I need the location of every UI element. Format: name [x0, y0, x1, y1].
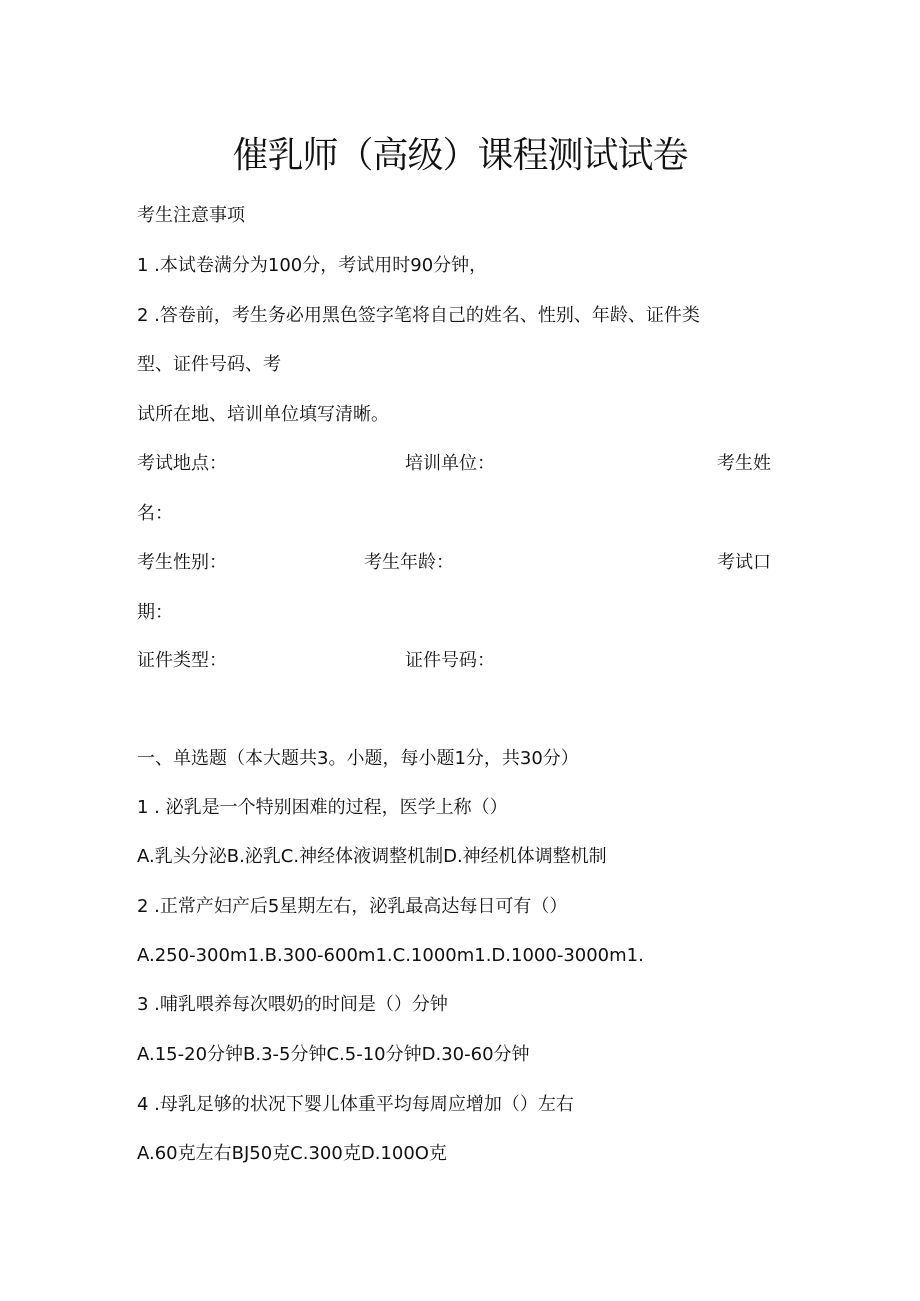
notice-item-2-line-3: 试所在地、培训单位填写清晰。: [137, 404, 389, 425]
notice-heading: 考生注意事项: [137, 205, 245, 226]
student-name-label-part1: 考生姓: [717, 453, 771, 474]
student-name-label-part2: 名：: [137, 503, 173, 524]
age-label: 考生年龄：: [364, 552, 454, 573]
field-row-1: [137, 451, 771, 477]
question-2: 2 .正常产妇产后5星期左右，泌乳最高达每日可有（）: [137, 896, 568, 917]
notice-item-2-line-1: 2 .答卷前，考生务必用黑色签字笔将自己的姓名、性别、年龄、证件类: [137, 305, 700, 326]
exam-date-label-part2: 期：: [137, 602, 173, 623]
exam-location-label: 考试地点：: [137, 453, 227, 474]
gender-label: 考生性别：: [137, 552, 227, 573]
exam-date-label-part1: 考试口: [717, 552, 771, 573]
question-2-options: A.250-300m1.B.300-600m1.C.1000m1.D.1000-3000m1.: [137, 945, 644, 966]
field-row-2: [137, 550, 771, 576]
question-4-options: A.60克左右BJ50克C.300克D.100O克: [137, 1143, 447, 1164]
id-type-label: 证件类型：: [137, 650, 227, 671]
question-1: 1 . 泌乳是一个特别困难的过程，医学上称（）: [137, 797, 508, 818]
page-title: 催乳师（高级）课程测试试卷: [232, 135, 688, 176]
field-row-3: [137, 648, 771, 674]
id-number-label: 证件号码：: [405, 650, 495, 671]
question-3-options: A.15-20分钟B.3-5分钟C.5-10分钟D.30-60分钟: [137, 1044, 530, 1065]
training-unit-label: 培训单位：: [405, 453, 495, 474]
notice-item-2-line-2: 型、证件号码、考: [137, 354, 281, 375]
question-4: 4 .母乳足够的状况下婴儿体重平均每周应增加（）左右: [137, 1094, 574, 1115]
section-heading: 一、单选题（本大题共3。小题，每小题1分，共30分）: [137, 748, 579, 769]
question-1-options: A.乳头分泌B.泌乳C.神经体液调整机制D.神经机体调整机制: [137, 846, 607, 867]
notice-item-1: 1 .本试卷满分为100分，考试用时90分钟，: [137, 255, 488, 276]
question-3: 3 .哺乳喂养每次喂奶的时间是（）分钟: [137, 994, 448, 1015]
